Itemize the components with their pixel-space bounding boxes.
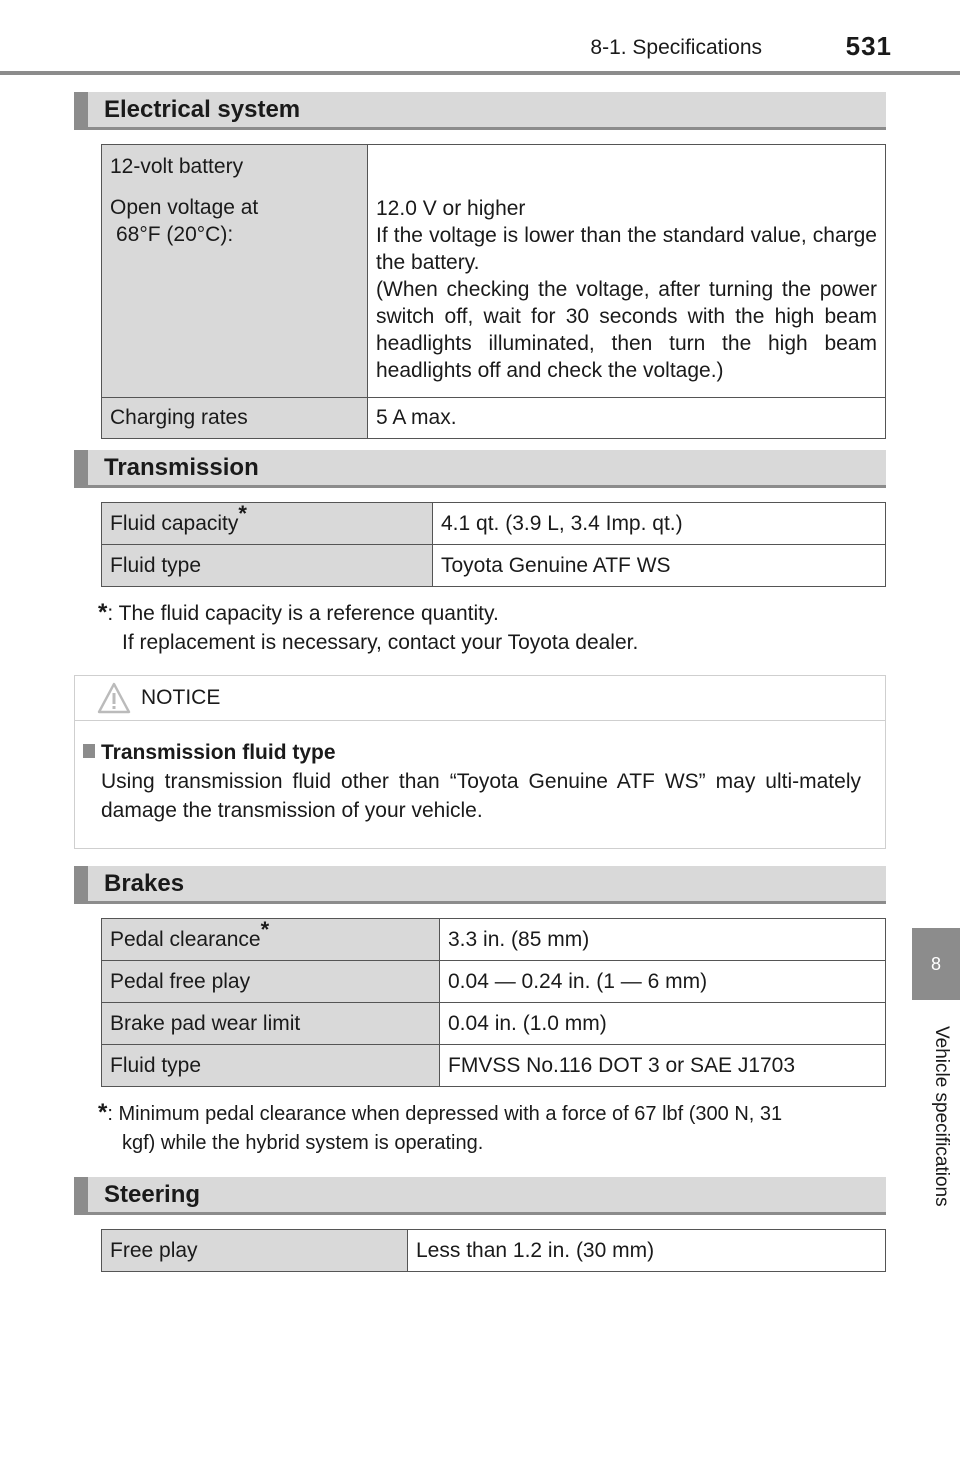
brake-fluid-type-value: FMVSS No.116 DOT 3 or SAE J1703 bbox=[440, 1045, 886, 1087]
electrical-title: Electrical system bbox=[104, 96, 301, 123]
fluid-type-value: Toyota Genuine ATF WS bbox=[433, 545, 886, 587]
pedal-free-play-label: Pedal free play bbox=[102, 961, 440, 1003]
open-voltage-label-2: 68°F (20°C): bbox=[116, 223, 234, 246]
brake-fluid-type-label: Fluid type bbox=[102, 1045, 440, 1087]
warning-triangle-icon bbox=[97, 682, 131, 714]
fluid-capacity-label: Fluid capacity bbox=[110, 512, 239, 535]
table-row bbox=[102, 398, 886, 439]
open-voltage-value-1: 12.0 V or higher bbox=[376, 197, 526, 220]
table-row bbox=[102, 503, 886, 545]
notice-header bbox=[75, 676, 885, 721]
brake-pad-wear-value: 0.04 in. (1.0 mm) bbox=[440, 1003, 886, 1045]
transmission-footnote bbox=[98, 598, 638, 657]
battery-label: 12-volt battery bbox=[110, 155, 244, 178]
charging-label: Charging rates bbox=[102, 398, 368, 439]
chapter-number: 8 bbox=[930, 953, 941, 974]
footnote-star: * bbox=[98, 599, 108, 626]
notice-box bbox=[74, 675, 886, 849]
pedal-clearance-label: Pedal clearance bbox=[110, 928, 261, 951]
pedal-clearance-value: 3.3 in. (85 mm) bbox=[440, 919, 886, 961]
table-row bbox=[102, 961, 886, 1003]
open-voltage-value-3: (When checking the voltage, after turning the power switch off, wait for 30 seconds with the high beam headlights illuminated, then turn the high beam headlights off and check the voltage.) bbox=[376, 278, 877, 382]
chapter-label: Vehicle specifications bbox=[931, 1026, 952, 1207]
header-rule bbox=[0, 71, 960, 75]
table-row bbox=[102, 1003, 886, 1045]
page-header bbox=[0, 0, 960, 80]
steering-table bbox=[101, 1229, 886, 1272]
free-play-value: Less than 1.2 in. (30 mm) bbox=[408, 1230, 886, 1272]
table-row bbox=[102, 1230, 886, 1272]
notice-body bbox=[89, 738, 861, 825]
transmission-note-1: : The fluid capacity is a reference quantity. bbox=[107, 602, 499, 625]
footnote-star: * bbox=[260, 917, 270, 942]
electrical-table bbox=[101, 144, 886, 439]
brakes-title: Brakes bbox=[104, 870, 185, 897]
square-bullet-icon bbox=[83, 744, 95, 758]
brakes-note-2: kgf) while the hybrid system is operating. bbox=[122, 1132, 484, 1154]
footnote-star: * bbox=[238, 501, 247, 526]
transmission-note-2: If replacement is necessary, contact your Toyota dealer. bbox=[122, 631, 639, 654]
charging-value: 5 A max. bbox=[368, 398, 886, 439]
page-number: 531 bbox=[845, 31, 892, 61]
open-voltage-value-cell bbox=[368, 145, 886, 398]
chapter-tab bbox=[912, 928, 960, 1000]
electrical-section-heading bbox=[74, 92, 886, 130]
transmission-section-heading bbox=[74, 450, 886, 488]
table-row bbox=[102, 919, 886, 961]
fluid-type-label: Fluid type bbox=[102, 545, 433, 587]
table-row bbox=[102, 545, 886, 587]
brakes-section-heading bbox=[74, 866, 886, 904]
fluid-capacity-label-cell bbox=[102, 503, 433, 545]
open-voltage-label-1: Open voltage at bbox=[110, 196, 259, 219]
table-row bbox=[102, 145, 886, 398]
notice-heading: Transmission fluid type bbox=[101, 741, 336, 764]
brakes-note-1: : Minimum pedal clearance when depressed with a force of 67 lbf (300 N, 31 bbox=[107, 1103, 783, 1125]
fluid-capacity-value: 4.1 qt. (3.9 L, 3.4 Imp. qt.) bbox=[433, 503, 886, 545]
transmission-table bbox=[101, 502, 886, 587]
steering-title: Steering bbox=[104, 1181, 201, 1208]
brake-pad-wear-label: Brake pad wear limit bbox=[102, 1003, 440, 1045]
table-row bbox=[102, 1045, 886, 1087]
steering-section-heading bbox=[74, 1177, 886, 1215]
battery-label-cell bbox=[102, 145, 368, 398]
brakes-table bbox=[101, 918, 886, 1087]
open-voltage-value-2: If the voltage is lower than the standard value, charge the battery. bbox=[376, 224, 877, 274]
notice-text: Using transmission fluid other than “Toyota Genuine ATF WS” may ulti-mately damage the transmission of your vehicle. bbox=[101, 770, 861, 822]
brakes-footnote bbox=[98, 1098, 888, 1158]
footnote-star: * bbox=[98, 1099, 108, 1126]
pedal-free-play-value: 0.04 — 0.24 in. (1 — 6 mm) bbox=[440, 961, 886, 1003]
free-play-label: Free play bbox=[102, 1230, 408, 1272]
pedal-clearance-label-cell bbox=[102, 919, 440, 961]
notice-title: NOTICE bbox=[141, 686, 221, 709]
transmission-title: Transmission bbox=[104, 454, 259, 481]
section-label: 8-1. Specifications bbox=[590, 36, 762, 59]
